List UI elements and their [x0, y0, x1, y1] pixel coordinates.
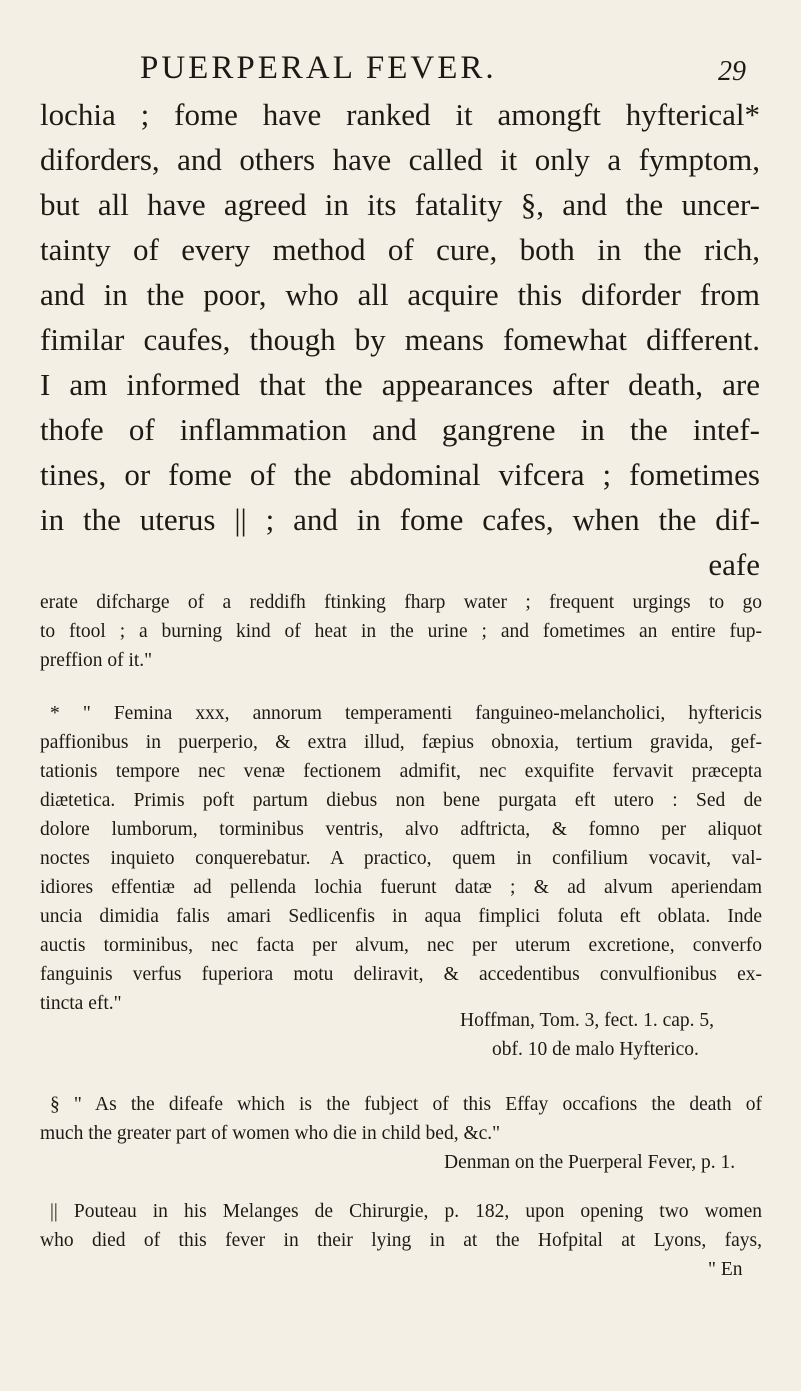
- text-line: diforders, and others have called it only a fymptom,: [40, 142, 760, 177]
- footnote-line: tationis tempore nec venæ fectionem admifit, nec exquifite fervavit præcepta: [40, 761, 762, 782]
- text-line: but all have agreed in its fatality §, and the uncer-: [40, 187, 760, 222]
- footnote-line: fanguinis verfus fuperiora motu deliravit, & accedentibus convulfionibus ex-: [40, 964, 762, 985]
- footnote-section: [40, 1090, 762, 1177]
- text-line: tines, or fome of the abdominal vifcera ; fometimes: [40, 457, 760, 492]
- footnote-line: || Pouteau in his Melanges de Chirurgie, p. 182, upon opening two women: [50, 1201, 762, 1222]
- footnote-line: uncia dimidia falis amari Sedlicenfis in aqua fimplici foluta eft oblata. Inde: [40, 906, 762, 927]
- footnote-line: diætetica. Primis poft partum diebus non bene purgata eft utero : Sed de: [40, 790, 762, 811]
- footnotes: [40, 588, 762, 1284]
- footnote-line: paffionibus in puerperio, & extra illud, fæpius obnoxia, tertium gravida, gef-: [40, 732, 762, 753]
- footnote-line: tincta eft.": [40, 993, 122, 1014]
- footnote-citation: obf. 10 de malo Hyfterico.: [492, 1039, 699, 1060]
- running-title: PUERPERAL FEVER.: [140, 50, 497, 86]
- page-number: 29: [718, 56, 746, 87]
- footnote-line: § " As the difeafe which is the fubject of this Effay occafions the death of: [50, 1094, 762, 1115]
- footnote-citation: Hoffman, Tom. 3, fect. 1. cap. 5,: [460, 1010, 715, 1031]
- footnote-line: much the greater part of women who die in child bed, &c.": [40, 1123, 501, 1144]
- footnote-citation: Denman on the Puerperal Fever, p. 1.: [444, 1152, 736, 1173]
- footnote-line: dolore lumborum, torminibus ventris, alvo adftricta, & fomno per aliquot: [40, 819, 762, 840]
- footnote-line: preffion of it.": [40, 650, 153, 671]
- footnote-line: to ftool ; a burning kind of heat in the urine ; and fometimes an entire fup-: [40, 621, 762, 642]
- catchword-line: eafe: [708, 547, 760, 582]
- catchword: " En: [708, 1259, 743, 1280]
- page-header: [0, 50, 801, 96]
- footnote-line: idiores effentiæ ad pellenda lochia fuerunt datæ ; & ad alvum aperiendam: [40, 877, 762, 898]
- text-line: lochia ; fome have ranked it amongft hyfterical*: [40, 97, 760, 132]
- footnote-line: * " Femina xxx, annorum temperamenti fanguineo-melancholici, hyftericis: [50, 703, 762, 724]
- text-line: I am informed that the appearances after death, are: [40, 367, 760, 402]
- footnote-line: noctes inquieto conquerebatur. A practico, quem in confilium vocavit, val-: [40, 848, 762, 869]
- footnote-parallel: [40, 1197, 762, 1284]
- text-line: thofe of inflammation and gangrene in the intef-: [40, 412, 760, 447]
- text-line: fimilar caufes, though by means fomewhat different.: [40, 322, 760, 357]
- footnote-line: erate difcharge of a reddifh ftinking fharp water ; frequent urgings to go: [40, 592, 762, 613]
- footnote-line: who died of this fever in their lying in at the Hofpital at Lyons, fays,: [40, 1230, 762, 1251]
- footnote-line: auctis torminibus, nec facta per alvum, nec per uterum excretione, converfo: [40, 935, 762, 956]
- footnote-continuation: [40, 588, 762, 675]
- text-line: tainty of every method of cure, both in the rich,: [40, 232, 760, 267]
- footnote-asterisk: [40, 699, 762, 1064]
- text-line: in the uterus || ; and in fome cafes, when the dif-: [40, 502, 760, 537]
- text-line: and in the poor, who all acquire this diforder from: [40, 277, 760, 312]
- main-text: [40, 92, 760, 587]
